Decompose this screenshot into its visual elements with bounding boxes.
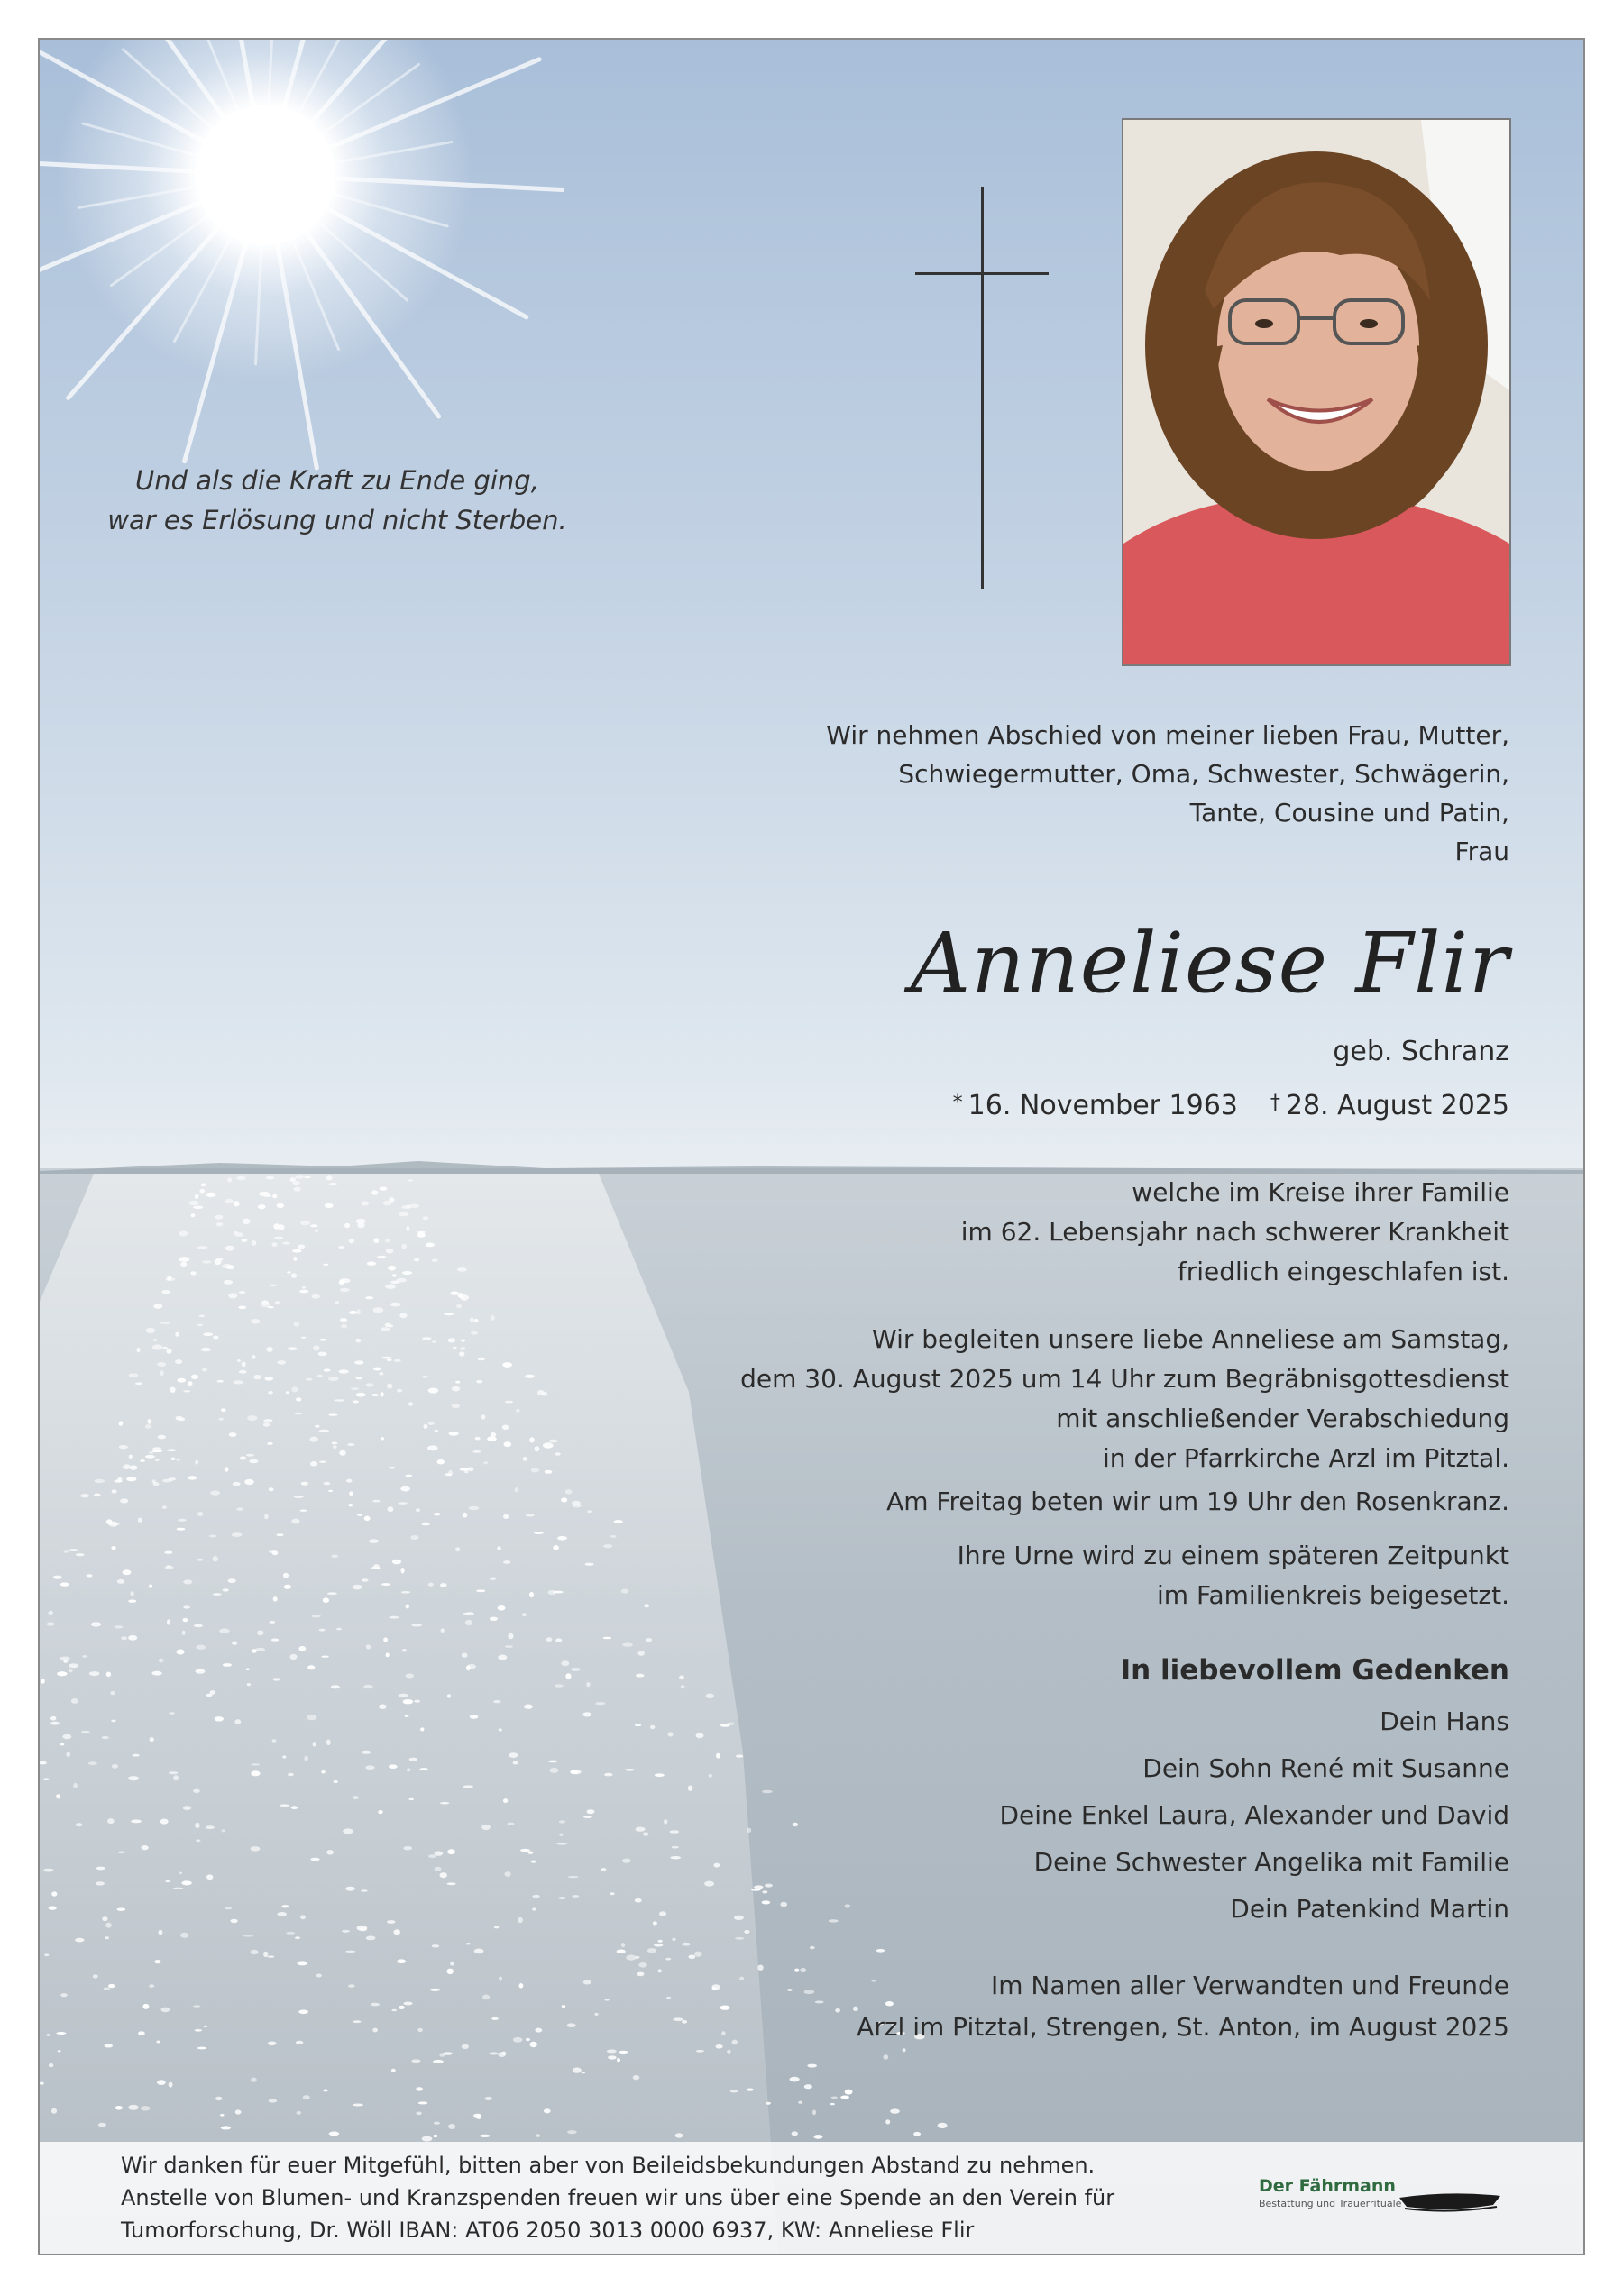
footer-line-1: Wir danken für euer Mitgefühl, bitten aber von Beileidsbekundungen Abstand zu nehmen. [121, 2153, 1096, 2178]
farewell-intro [698, 716, 1509, 871]
service-line-3: mit anschließender Verabschiedung [1056, 1404, 1509, 1433]
intro-line-3: Tante, Cousine und Patin, [1189, 798, 1509, 828]
donation-note [121, 2149, 1257, 2246]
intro-line-2: Schwiegermutter, Oma, Schwester, Schwägerin, [898, 759, 1509, 789]
mourner-item: Deine Schwester Angelika mit Familie [1033, 1847, 1509, 1877]
closing-line-1: Im Namen aller Verwandten und Freunde [990, 1971, 1509, 2000]
logo-subtitle: Bestattung und Trauerrituale [1259, 2198, 1402, 2209]
birth-star-icon: * [952, 1092, 963, 1114]
cross-icon [981, 187, 984, 589]
death-dagger-icon: † [1270, 1092, 1280, 1114]
birth-date: 16. November 1963 [967, 1090, 1238, 1121]
portrait-illustration [1123, 120, 1509, 664]
urn-line-2: im Familienkreis beigesetzt. [1157, 1580, 1509, 1610]
service-line-4: in der Pfarrkirche Arzl im Pitztal. [1103, 1443, 1509, 1473]
urn-line-1: Ihre Urne wird zu einem späteren Zeitpunkt [957, 1541, 1509, 1570]
closing-signature [518, 1965, 1509, 2048]
service-line-2: dem 30. August 2025 um 14 Uhr zum Begräbnisgottesdienst [740, 1364, 1509, 1394]
cross-icon-bar [915, 272, 1049, 275]
mourner-item: Dein Patenkind Martin [1230, 1894, 1509, 1924]
portrait-photo [1122, 118, 1511, 666]
urn-notice [698, 1536, 1509, 1615]
passing-line-1: welche im Kreise ihrer Familie [1132, 1177, 1509, 1207]
footer-line-3: Tumorforschung, Dr. Wöll IBAN: AT06 2050 3013 0000 6937, KW: Anneliese Flir [121, 2218, 975, 2243]
funeral-home-logo [1259, 2176, 1529, 2248]
sun-core [195, 105, 335, 245]
intro-line-1: Wir nehmen Abschied von meiner lieben Frau, Mutter, [826, 720, 1509, 750]
mourner-item: Dein Sohn René mit Susanne [1142, 1753, 1509, 1783]
closing-line-2: Arzl im Pitztal, Strengen, St. Anton, im August 2025 [857, 2012, 1509, 2042]
rosary-notice: Am Freitag beten wir um 19 Uhr den Rosenkranz. [886, 1486, 1509, 1516]
memorial-quote [103, 461, 572, 540]
quote-line-1: Und als die Kraft zu Ende ging, [135, 465, 539, 496]
boat-icon [1396, 2182, 1504, 2218]
mourner-item: Deine Enkel Laura, Alexander und David [999, 1800, 1509, 1830]
obituary-card [38, 38, 1585, 2255]
intro-line-4: Frau [1454, 837, 1509, 866]
passing-notice [698, 1173, 1509, 1292]
memory-heading: In liebevollem Gedenken [1120, 1654, 1509, 1687]
life-dates [953, 1085, 1509, 1124]
distant-shore [40, 1161, 1585, 1174]
death-date: 28. August 2025 [1285, 1090, 1509, 1121]
quote-line-2: war es Erlösung und nicht Sterben. [107, 505, 567, 535]
passing-line-2: im 62. Lebensjahr nach schwerer Krankheit [960, 1217, 1509, 1247]
birth-name: geb. Schranz [1333, 1036, 1509, 1067]
logo-title: Der Fährmann [1259, 2176, 1396, 2196]
mourners-list [698, 1698, 1509, 1933]
deceased-name: Anneliese Flir [910, 915, 1509, 1011]
service-line-1: Wir begleiten unsere liebe Anneliese am Samstag, [872, 1324, 1509, 1354]
passing-line-3: friedlich eingeschlafen ist. [1177, 1257, 1509, 1286]
mourner-item: Dein Hans [1380, 1706, 1509, 1736]
footer-line-2: Anstelle von Blumen- und Kranzspenden freuen wir uns über eine Spende an den Verein für [121, 2185, 1115, 2210]
funeral-service-notice [518, 1320, 1509, 1478]
